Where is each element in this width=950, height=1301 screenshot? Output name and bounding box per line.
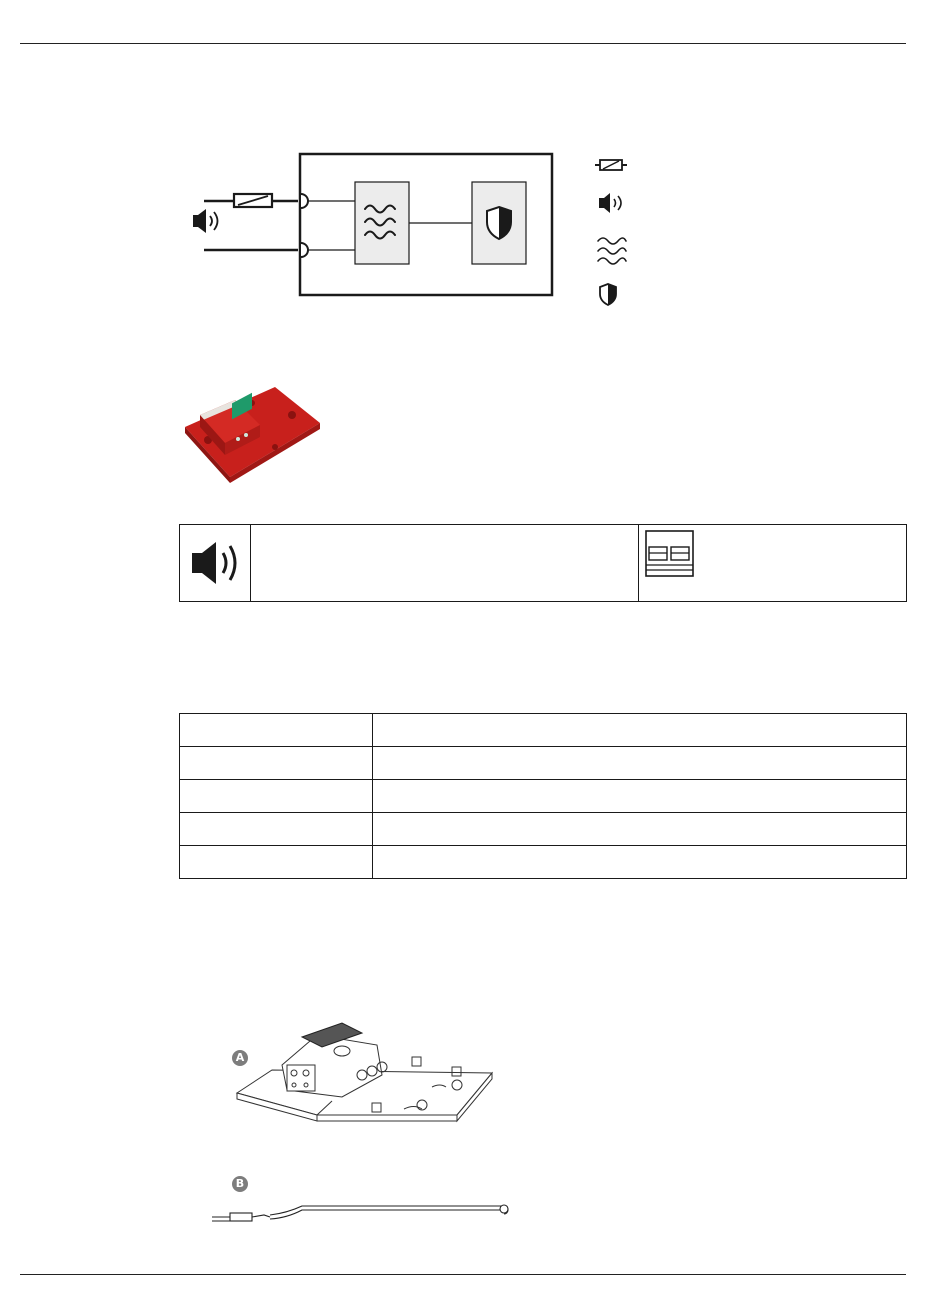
device-photo: [180, 385, 325, 485]
legend-item-speaker: [597, 191, 635, 215]
legend-item-filter: [595, 231, 637, 267]
table-row: [180, 813, 907, 846]
legend: [595, 155, 895, 315]
terminal-block-icon: [645, 530, 695, 578]
speaker-icon: [180, 525, 250, 601]
icon-info-table: [179, 524, 907, 602]
figure-a-badge: A: [232, 1050, 248, 1066]
table-row: [180, 780, 907, 813]
row-label: [180, 747, 373, 780]
fuse-icon: [595, 155, 629, 175]
specification-table: [179, 713, 907, 879]
row-value: [373, 846, 907, 879]
speaker-icon: [193, 209, 218, 233]
terminal-cell: [640, 525, 906, 601]
row-label: [180, 780, 373, 813]
row-value: [373, 813, 907, 846]
table-row: [180, 747, 907, 780]
block-diagram: [185, 145, 565, 305]
figure-b-drawing: [212, 1198, 517, 1228]
figure-b-badge: B: [232, 1176, 248, 1192]
row-label: [180, 846, 373, 879]
row-label: [180, 813, 373, 846]
footer-rule: [20, 1274, 906, 1275]
table-row: [180, 846, 907, 879]
filter-block: [355, 182, 409, 264]
filter-icon: [595, 231, 629, 267]
row-value: [373, 714, 907, 747]
row-label: [180, 714, 373, 747]
speaker-cell: [180, 525, 251, 601]
legend-item-shield: [597, 281, 631, 307]
legend-item-fuse: [595, 155, 639, 175]
table-row: [180, 714, 907, 747]
row-value: [373, 747, 907, 780]
figure-a-drawing: [232, 1015, 497, 1127]
row-value: [373, 780, 907, 813]
speaker-icon: [597, 191, 627, 215]
protection-shield-icon: [597, 281, 621, 307]
header-rule: [20, 43, 906, 44]
speaker-description-cell: [251, 525, 639, 601]
